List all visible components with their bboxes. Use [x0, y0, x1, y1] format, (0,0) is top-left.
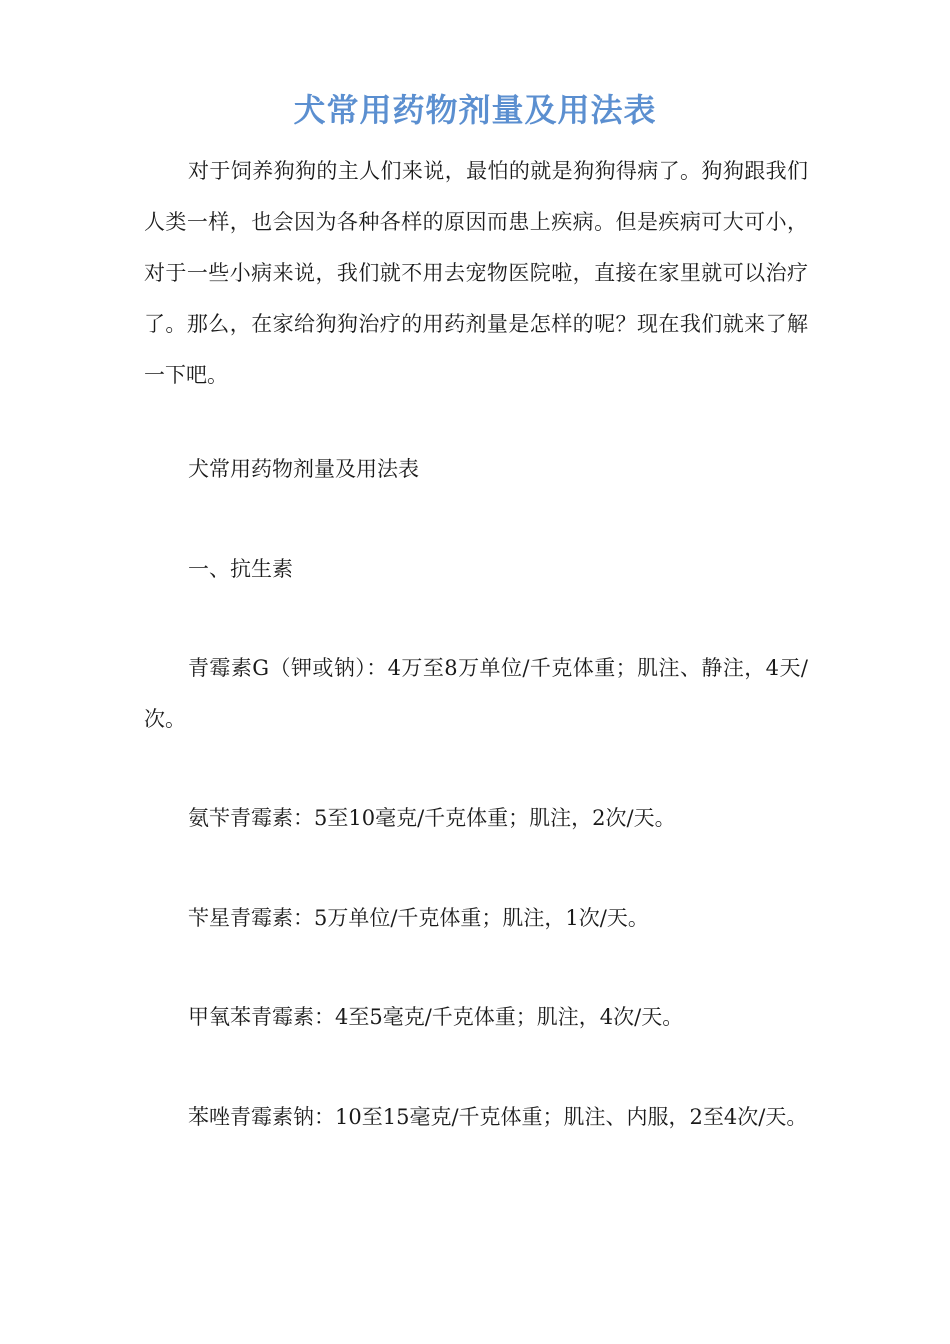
drug-entry: 苯唑青霉素钠：10至15毫克/千克体重；肌注、内服，2至4次/天。	[188, 1105, 808, 1129]
section-title: 犬常用药物剂量及用法表	[188, 457, 419, 481]
drug-entry: 氨苄青霉素：5至10毫克/千克体重；肌注，2次/天。	[188, 806, 676, 830]
drug-entry: 甲氧苯青霉素：4至5毫克/千克体重；肌注，4次/天。	[188, 1005, 684, 1029]
category-heading: 一、抗生素	[188, 557, 293, 581]
document-title: 犬常用药物剂量及用法表	[293, 91, 657, 129]
drug-entry: 苄星青霉素：5万单位/千克体重；肌注，1次/天。	[188, 906, 649, 930]
drug-entry: 青霉素G（钾或钠）：4万至8万单位/千克体重；肌注、静注，4天/次。	[144, 656, 808, 731]
intro-paragraph: 对于饲养狗狗的主人们来说，最怕的就是狗狗得病了。狗狗跟我们人类一样，也会因为各种各样的原因而患上疾病。但是疾病可大可小，对于一些小病来说，我们就不用去宠物医院啦，直接在家里就可以治疗了。那么，在家给狗狗治疗的用药剂量是怎样的呢？现在我们就来了解一下吧。	[144, 159, 808, 387]
